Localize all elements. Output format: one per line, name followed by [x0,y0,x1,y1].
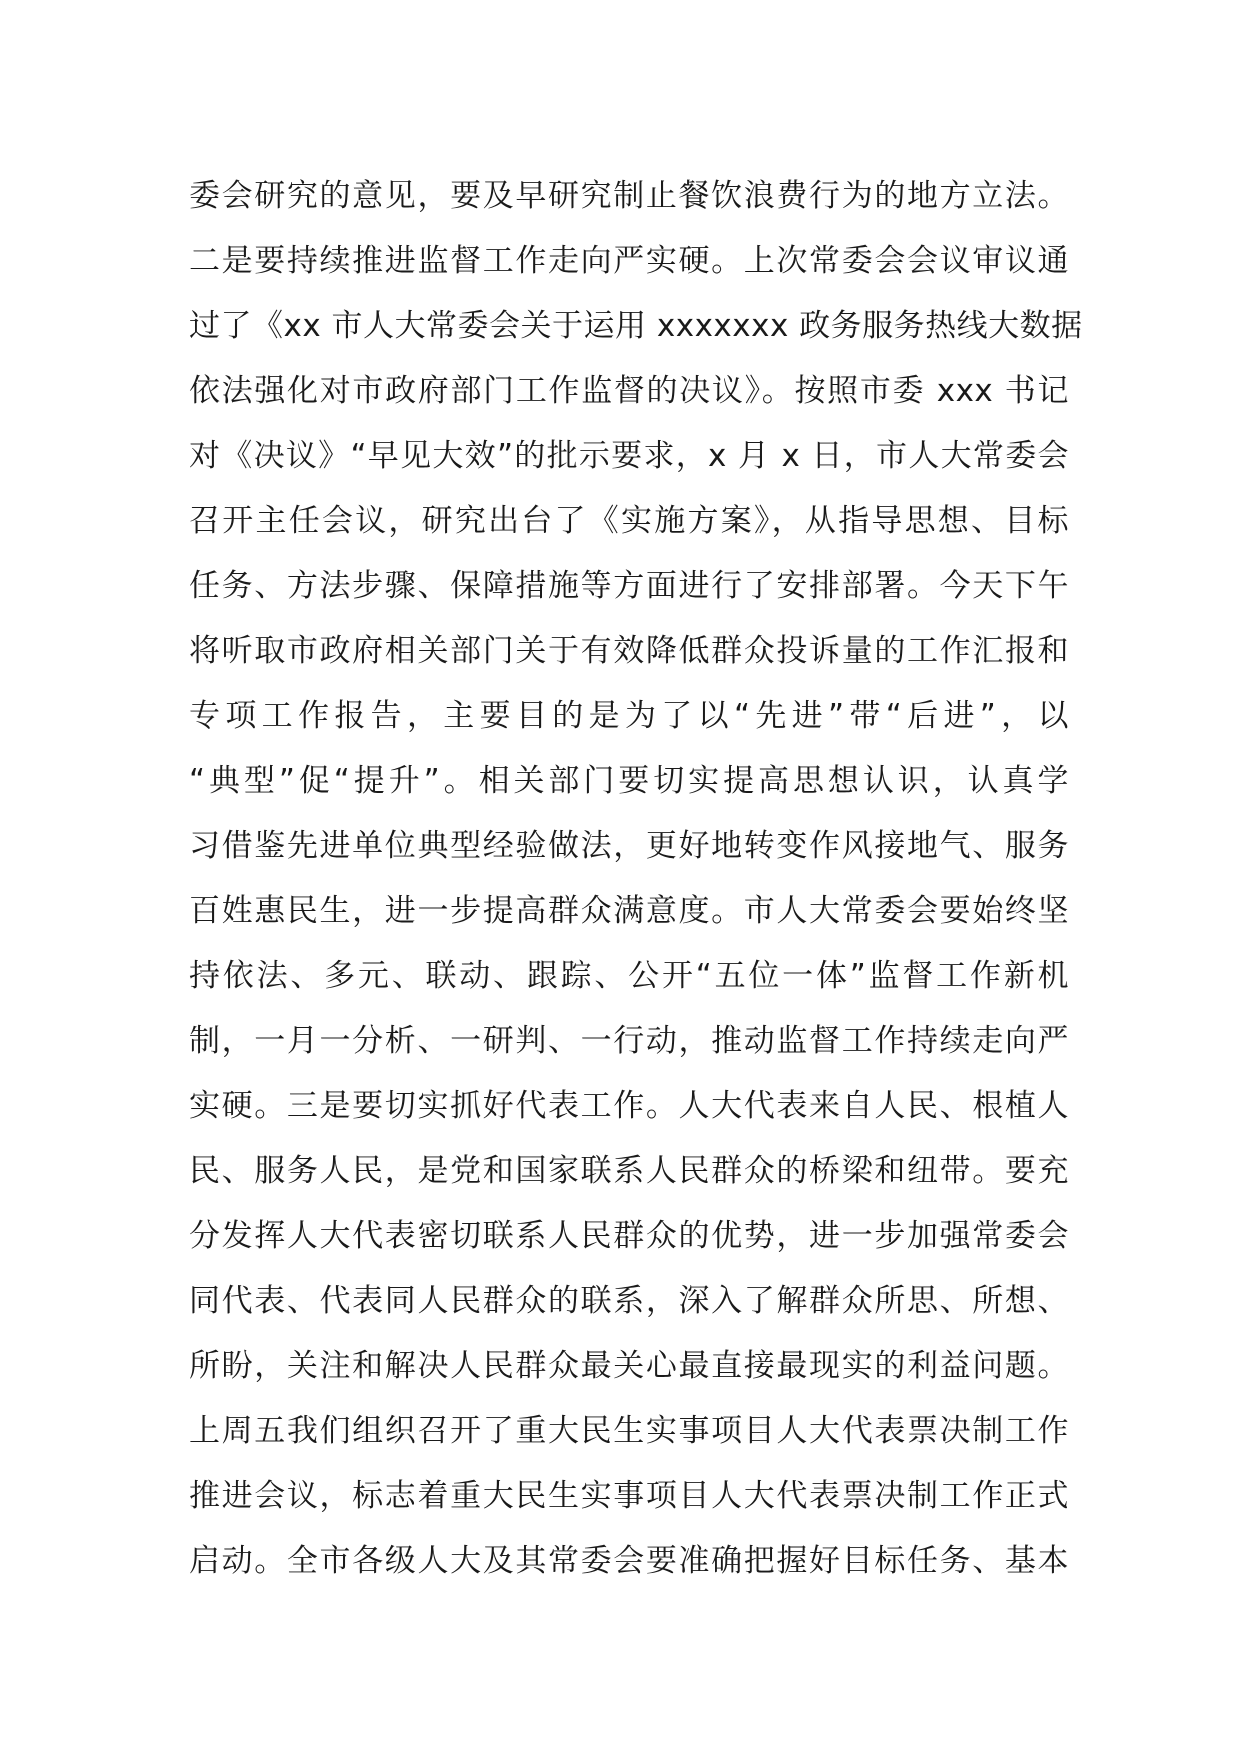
text-line: 实硬。三是要切实抓好代表工作。人大代表来自人民、根植人 [189,1088,1069,1124]
text-line: 同代表、代表同人民群众的联系，深入了解群众所思、所想、 [189,1283,1069,1319]
text-line: 专项工作报告，主要目的是为了以“先进”带“后进”，以 [189,698,1069,734]
text-line: “典型”促“提升”。相关部门要切实提高思想认识，认真学 [189,763,1069,799]
text-line: 启动。全市各级人大及其常委会要准确把握好目标任务、基本 [189,1543,1069,1579]
text-line: 持依法、多元、联动、跟踪、公开“五位一体”监督工作新机 [189,958,1069,994]
text-line: 制，一月一分析、一研判、一行动，推动监督工作持续走向严 [189,1023,1069,1059]
text-line: 将听取市政府相关部门关于有效降低群众投诉量的工作汇报和 [189,633,1069,669]
text-line: 依法强化对市政府部门工作监督的决议》。按照市委 xxx 书记 [189,373,1069,409]
body-text [189,164,1083,1594]
text-line: 召开主任会议，研究出台了《实施方案》，从指导思想、目标 [189,503,1069,539]
text-line: 分发挥人大代表密切联系人民群众的优势，进一步加强常委会 [189,1218,1069,1254]
text-line: 过了《xx 市人大常委会关于运用 xxxxxxx 政务服务热线大数据 [189,308,1083,344]
text-line: 任务、方法步骤、保障措施等方面进行了安排部署。今天下午 [189,568,1069,604]
text-line: 推进会议，标志着重大民生实事项目人大代表票决制工作正式 [189,1478,1069,1514]
text-line: 民、服务人民，是党和国家联系人民群众的桥梁和纽带。要充 [189,1153,1069,1189]
text-line: 委会研究的意见，要及早研究制止餐饮浪费行为的地方立法。 [189,178,1069,214]
text-line: 习借鉴先进单位典型经验做法，更好地转变作风接地气、服务 [189,828,1069,864]
text-line: 所盼，关注和解决人民群众最关心最直接最现实的利益问题。 [189,1348,1069,1384]
text-line: 上周五我们组织召开了重大民生实事项目人大代表票决制工作 [189,1413,1069,1449]
text-line: 对《决议》“早见大效”的批示要求，x 月 x 日，市人大常委会 [189,438,1069,474]
text-line: 百姓惠民生，进一步提高群众满意度。市人大常委会要始终坚 [189,893,1069,929]
text-line: 二是要持续推进监督工作走向严实硬。上次常委会会议审议通 [189,243,1069,279]
